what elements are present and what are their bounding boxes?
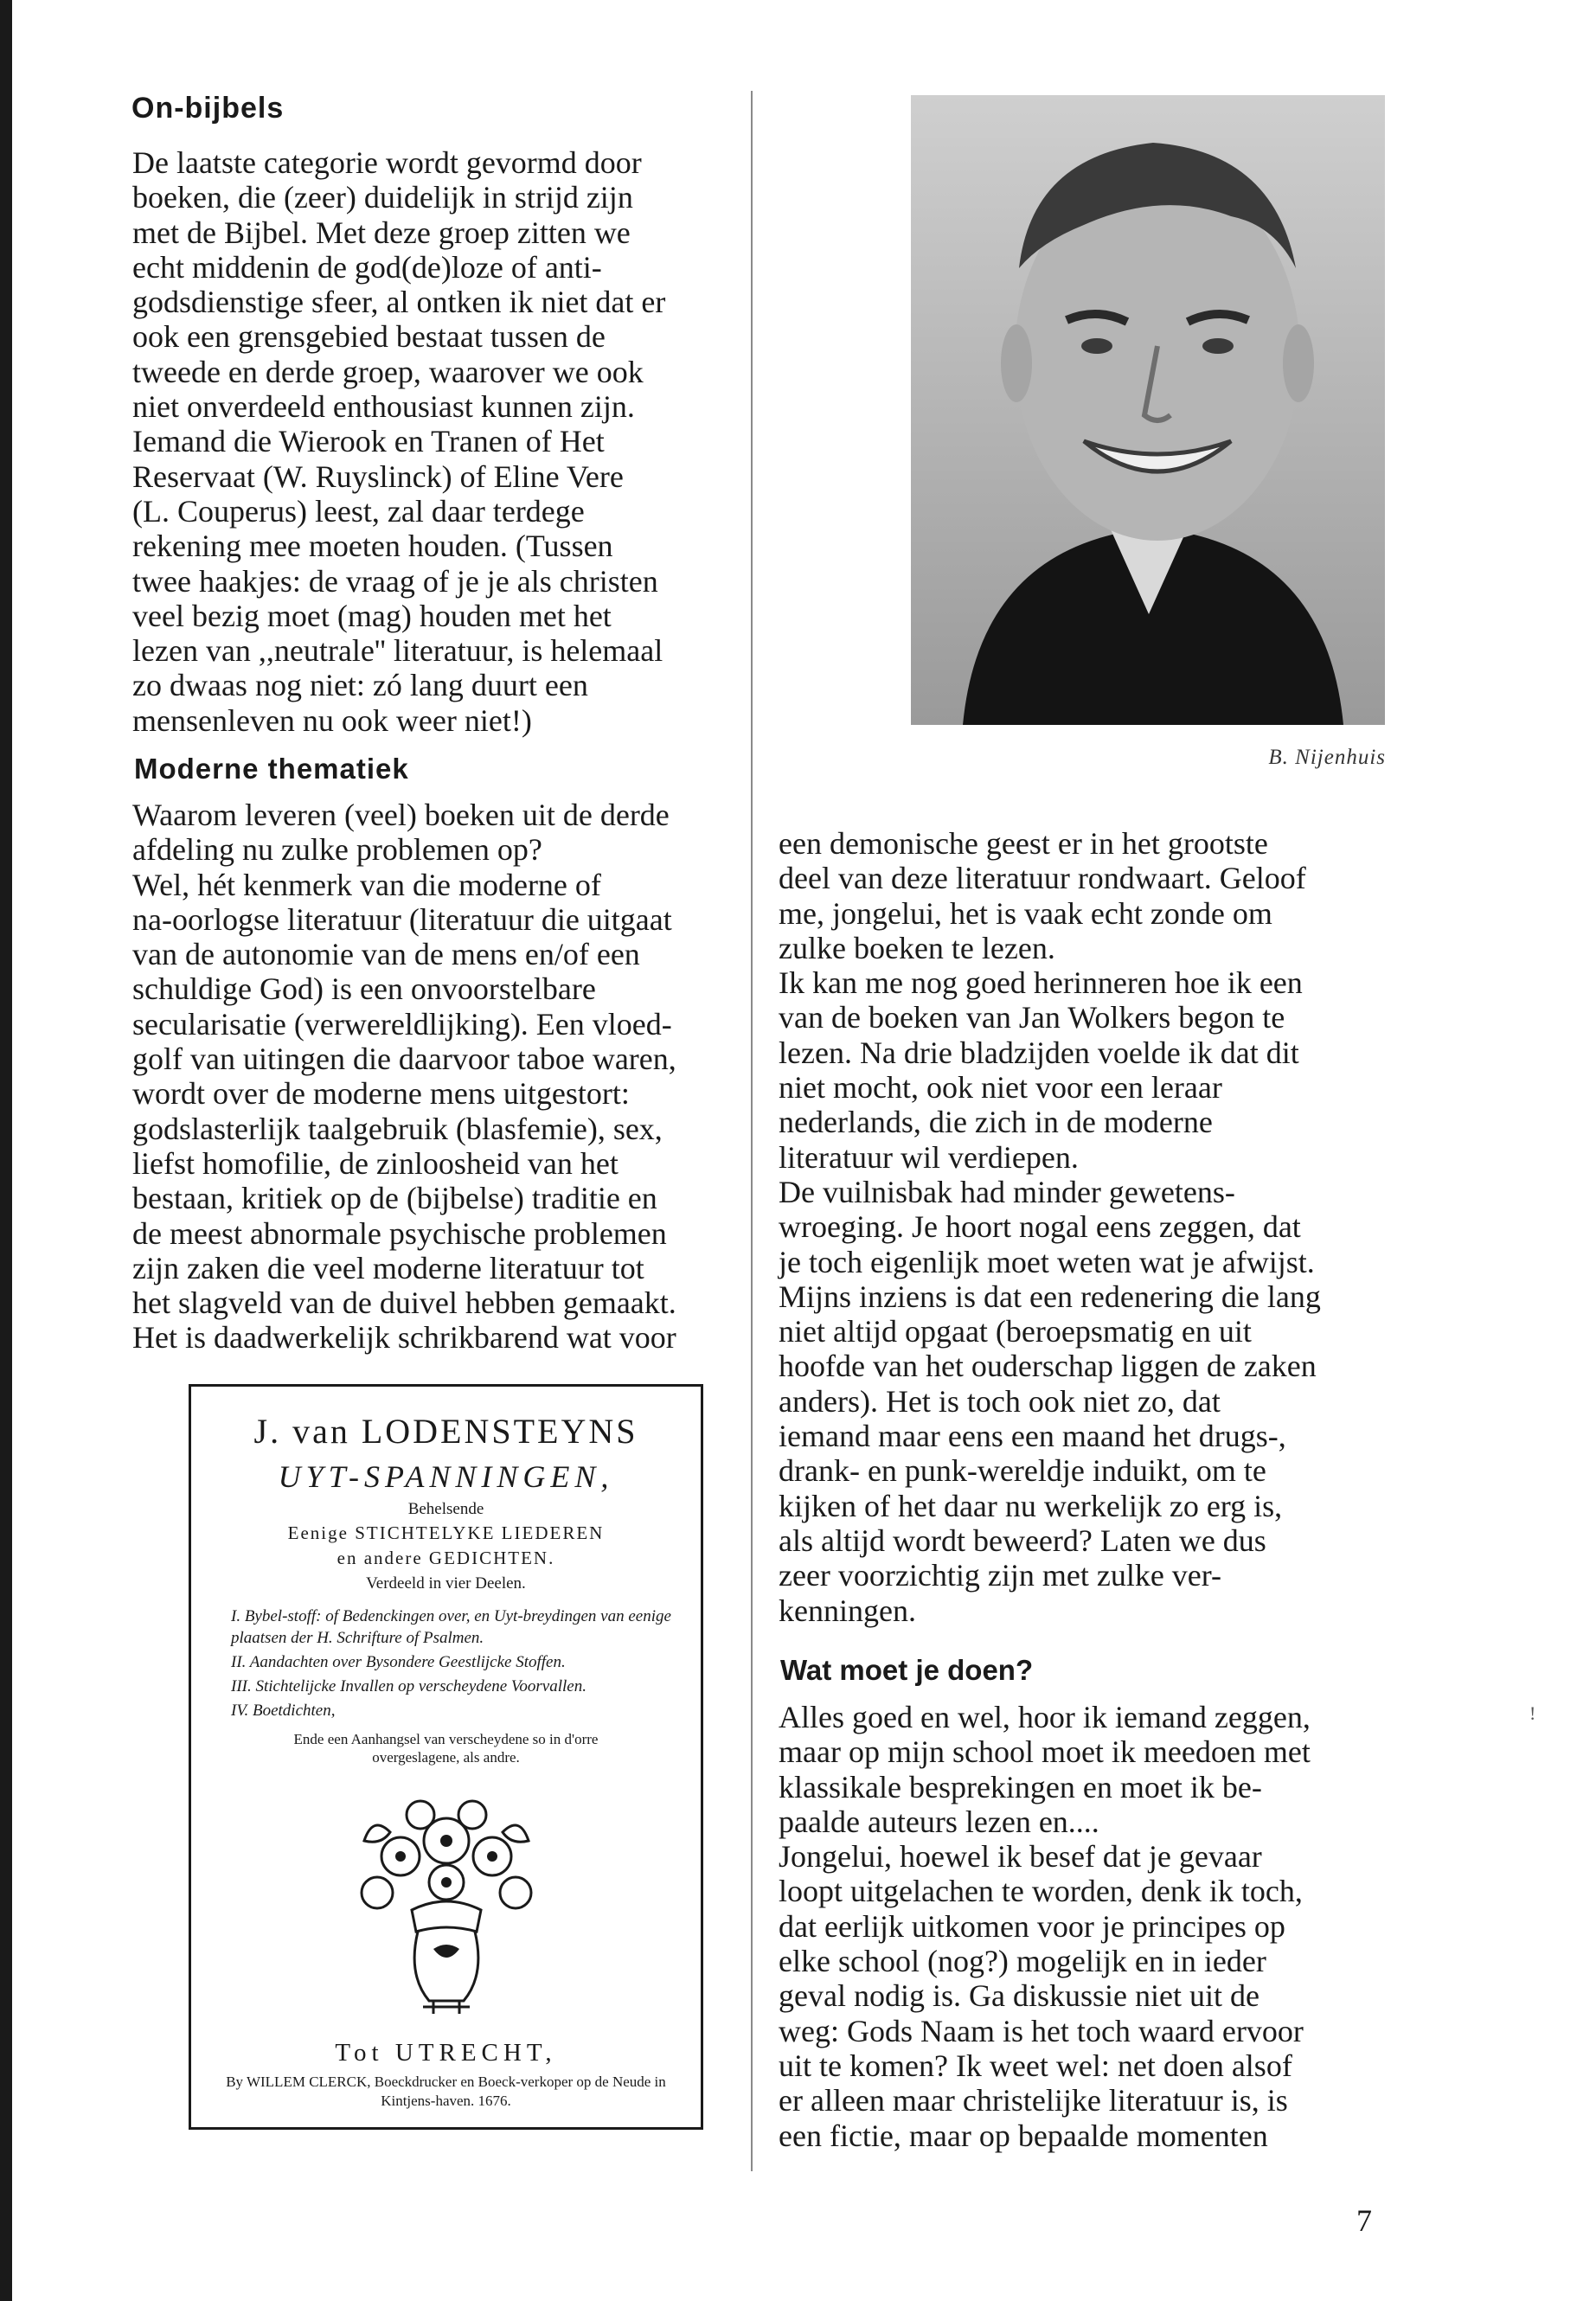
title-page-item: II. Aandachten over Bysondere Geestlijcke Stoffen. [231,1653,566,1671]
title-page-line3: Verdeeld in vier Deelen. [366,1574,526,1593]
section-heading-on-bijbels: On-bijbels [131,92,285,125]
title-page-title: UYT-SPANNINGEN, [278,1459,614,1494]
paragraph-right-2: Alles goed en wel, hoor ik iemand zeggen, maar op mijn school moet ik meedoen met klassikale besprekingen en moet ik be- paalde auteurs lezen en.... Jongelui, hoewel ik besef dat je gevaar loopt uitgelachen te worden, denk ik toch, dat eerlijk uitkomen voor je principes op elke school (nog?) mogelijk en in ieder geval nodig is. Ga diskussie niet uit de weg: Gods Naam is het toch waard ervoor uit te komen? Ik weet wel: net doen alsof er alleen maar christelijke literatuur is, is een fictie, maar op bepaalde momenten [779,1700,1311,2153]
title-page-line1: Eenige STICHTELYKE LIEDEREN [287,1522,605,1543]
flower-vase-vignette-art [338,1780,554,2018]
left-column-text-1 [132,145,747,738]
title-page-city: Tot UTRECHT, [335,2039,557,2067]
portrait-photo-art [911,95,1385,725]
section-heading-moderne-thematiek: Moderne thematiek [134,753,409,785]
title-page-item: IV. Boetdichten, [231,1702,336,1720]
photo-caption: B. Nijenhuis [1268,746,1386,769]
paragraph-on-bijbels: De laatste categorie wordt gevormd door boeken, die (zeer) duidelijk in strijd zijn met de Bijbel. Met deze groep zitten we echt middenin de god(de)loze of anti- godsdienstige sfeer, al ontken ik niet dat er ook een grensgebied bestaat tussen de tweede en derde groep, waarover we ook niet onverdeeld enthousiast kunnen zijn. Iemand die Wierook en Tranen of Het Reservaat (W. Ruyslinck) of Eline Vere (L. Couperus) leest, zal daar terdege rekening mee moeten houden. (Tussen twee haakjes: de vraag of je je als christen veel bezig moet (mag) houden met het lezen van ,,neutrale'' literatuur, is helemaal zo dwaas nog niet: zó lang duurt een mensenleven nu ook weer niet!) [132,145,666,738]
paragraph-moderne-thematiek: Waarom leveren (veel) boeken uit de derde afdeling nu zulke problemen op? Wel, hét kenmerk van die moderne of na-oorlogse literatuur (literatuur die uitgaat van de autonomie van de mens en/of een schuldige God) is een onvoorstelbare secularisatie (verwereldlijking). Een vloed- golf van uitingen die daarvoor taboe waren, wordt over de moderne mens uitgestort: godslasterlijk taalgebruik (blasfemie), sex, liefst homofilie, de zinloosheid van het bestaan, kritiek op de (bijbelse) traditie en de meest abnormale psychische problemen zijn zaken die veel moderne literatuur tot het slagveld van de duivel hebben gemaakt. Het is daadwerkelijk schrikbarend wat voor [132,798,676,1356]
column-divider [751,91,753,2171]
left-column-text-2 [132,798,747,1356]
stray-mark: ! [1529,1702,1536,1724]
section-heading-wat-moet-je-doen: Wat moet je doen? [780,1654,1034,1686]
right-column-text-2 [779,1700,1401,2153]
flower-vase-vignette [338,1780,554,2018]
title-page-author: J. van LODENSTEYNS [253,1412,638,1451]
scan-edge [0,0,12,2301]
right-column-text-1 [779,826,1401,1628]
portrait-photo [911,95,1385,725]
page-number: 7 [1356,2203,1372,2238]
title-page-subtitle: Behelsende [407,1500,484,1518]
title-page-printer: By WILLEM CLERCK, Boeckdrucker en Boeck-verkoper op de Neude in Kintjens-haven. 1676. [226,2073,666,2109]
title-page-line2: en andere GEDICHTEN. [337,1548,555,1568]
title-page-item: I. Bybel-stoff: of Bedenckingen over, en Uyt-breydingen van eenige plaatsen der H. Schrifture of Psalmen. [231,1607,671,1647]
title-page-note: Ende een Aanhangsel van verscheydene so in d'orre overgeslagene, als andre. [293,1731,599,1766]
title-page-item: III. Stichtelijcke Invallen op verscheydene Voorvallen. [231,1677,586,1695]
paragraph-right-1: een demonische geest er in het grootste deel van deze literatuur rondwaart. Geloof me, jongelui, het is vaak echt zonde om zulke boeken te lezen. Ik kan me nog goed herinneren hoe ik een van de boeken van Jan Wolkers begon te lezen. Na drie bladzijden voelde ik dat dit niet mocht, ook niet voor een leraar nederlands, die zich in de moderne literatuur wil verdiepen. De vuilnisbak had minder gewetens- wroeging. Je hoort nogal eens zeggen, dat je toch eigenlijk moet weten wat je afwijst. Mijns inziens is dat een redenering die lang niet altijd opgaat (beroepsmatig en uit hoofde van het ouderschap liggen de zaken anders). Het is toch ook niet zo, dat iemand maar eens een maand het drugs-, drank- en punk-wereldje induikt, om te kijken of het daar nu werkelijk zo erg is, als altijd wordt beweerd? Laten we dus zeer voorzichtig zijn met zulke ver- kenningen. [779,826,1321,1628]
historic-title-page [189,1384,703,2130]
title-page-contents [231,1606,675,1721]
